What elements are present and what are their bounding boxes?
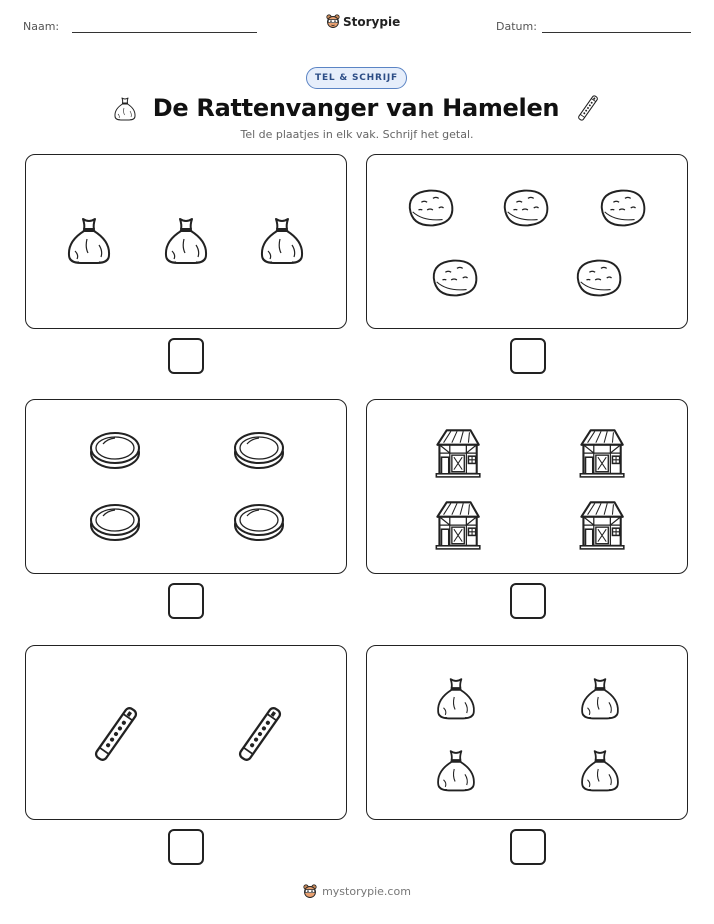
- logo-text: Storypie: [343, 14, 401, 29]
- house-icon: [436, 430, 479, 477]
- page-title: De Rattenvanger van Hamelen: [152, 94, 560, 122]
- coin-icon: [91, 505, 139, 540]
- coin-icon: [235, 505, 283, 540]
- count-panel-houses: [366, 399, 688, 574]
- money-bag-icon: [438, 679, 474, 718]
- house-icon: [436, 502, 479, 549]
- money-bag-icon: [262, 219, 302, 263]
- storypie-logo: [326, 14, 400, 29]
- name-field[interactable]: [72, 32, 257, 33]
- coin-icon: [235, 433, 283, 468]
- date-label: Datum:: [496, 20, 537, 33]
- count-panel-buns: [366, 154, 688, 329]
- bread-bun-icon: [602, 191, 645, 226]
- storypie-mascot-icon: [303, 884, 317, 899]
- bread-bun-icon: [410, 191, 453, 226]
- answer-box-6[interactable]: [510, 829, 546, 865]
- count-panel-bags: [25, 154, 347, 329]
- bread-bun-icon: [578, 261, 621, 296]
- coin-icon: [91, 433, 139, 468]
- money-bag-icon: [438, 751, 474, 790]
- money-bag-icon: [166, 219, 206, 263]
- money-bag-icon: [111, 93, 139, 123]
- bread-bun-icon: [434, 261, 477, 296]
- house-icon: [580, 502, 624, 549]
- answer-box-2[interactable]: [510, 338, 546, 374]
- money-bag-icon: [582, 751, 618, 790]
- flute-icon: [238, 706, 281, 761]
- storypie-mascot-icon: [326, 14, 340, 29]
- instructions: Tel de plaatjes in elk vak. Schrijf het getal.: [240, 128, 474, 141]
- answer-box-4[interactable]: [510, 583, 546, 619]
- activity-badge: TEL & SCHRIJF: [306, 67, 407, 89]
- name-label: Naam:: [23, 20, 60, 33]
- bread-bun-icon: [505, 191, 548, 226]
- count-panel-small-bags: [366, 645, 688, 820]
- footer: [0, 884, 714, 899]
- answer-box-5[interactable]: [168, 829, 204, 865]
- house-icon: [580, 430, 624, 477]
- footer-link[interactable]: mystorypie.com: [322, 885, 411, 898]
- answer-box-1[interactable]: [168, 338, 204, 374]
- money-bag-icon: [69, 219, 109, 263]
- flute-icon: [573, 93, 603, 123]
- count-panel-coins: [25, 399, 347, 574]
- answer-box-3[interactable]: [168, 583, 204, 619]
- flute-icon: [94, 706, 137, 761]
- count-panel-flutes: [25, 645, 347, 820]
- money-bag-icon: [582, 679, 618, 718]
- date-field[interactable]: [542, 32, 691, 33]
